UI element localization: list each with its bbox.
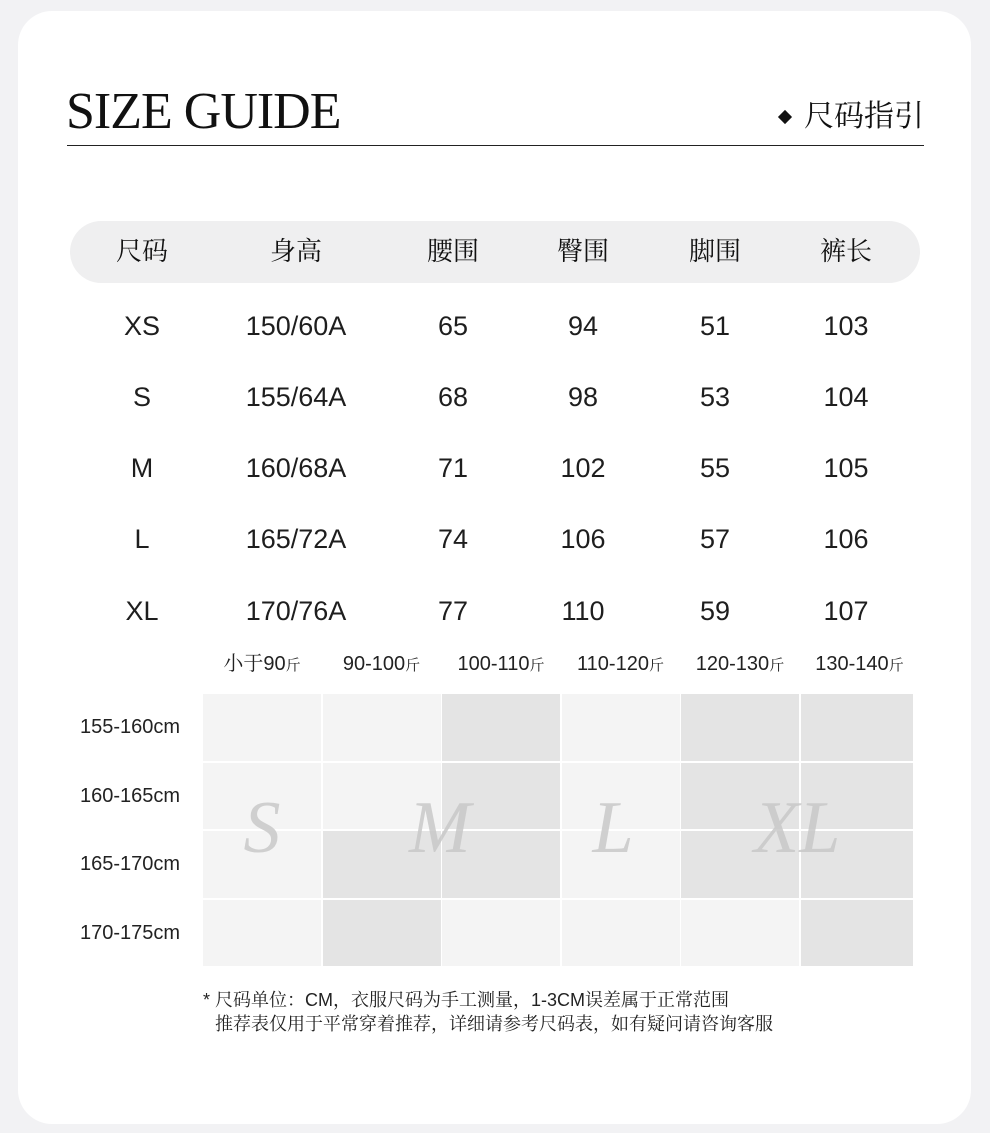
size-letter-s: S [243, 787, 281, 869]
grid-cell [801, 900, 914, 967]
grid-cell [442, 900, 560, 967]
table-header-cell: 身高 [269, 237, 322, 267]
height-label: 155-160cm [79, 716, 181, 739]
grid-cell [323, 900, 441, 967]
table-cell: 160/68A [245, 453, 347, 483]
size-letter-xl: XL [754, 787, 841, 869]
size-table-header [70, 221, 920, 283]
table-cell: 105 [823, 453, 869, 483]
table-cell: 74 [437, 524, 469, 554]
table-cell: 51 [699, 311, 731, 341]
weight-label-unit: 斤 [285, 657, 301, 674]
title-divider [67, 145, 924, 146]
height-label: 170-175cm [79, 921, 181, 944]
table-row [0, 519, 990, 559]
table-header-cell: 臀围 [556, 237, 609, 267]
weight-label-value: 90-100 [342, 653, 406, 675]
table-row [0, 306, 990, 346]
weight-label [562, 650, 680, 680]
size-letter-m: M [409, 787, 471, 869]
table-header-cell: 腰围 [426, 237, 479, 267]
table-cell: 155/64A [245, 382, 347, 412]
table-cell: 106 [823, 524, 869, 554]
weight-label-unit: 斤 [405, 657, 421, 674]
weight-label-value: 110-120 [577, 653, 649, 675]
note-line-1: * 尺码单位：CM，衣服尺码为手工测量，1-3CM误差属于正常范围 [203, 990, 730, 1010]
table-cell: XS [123, 311, 161, 341]
table-cell: S [132, 382, 151, 412]
table-cell: 65 [437, 311, 469, 341]
weight-label-value: 100-110 [457, 653, 530, 675]
table-cell: 57 [699, 524, 731, 554]
table-cell: 103 [823, 311, 869, 341]
table-cell: 53 [699, 382, 731, 412]
grid-cell [442, 694, 560, 761]
table-cell: 71 [437, 453, 469, 483]
height-label: 165-170cm [79, 853, 181, 876]
table-cell: 110 [561, 596, 605, 626]
table-cell: M [130, 453, 154, 483]
table-cell: L [134, 524, 150, 554]
page-subtitle-text: 尺码指引 [804, 99, 924, 134]
grid-cell [203, 900, 321, 967]
table-cell: 107 [823, 596, 869, 626]
table-cell: 94 [567, 311, 599, 341]
table-cell: 104 [823, 382, 869, 412]
weight-label-unit: 斤 [648, 657, 664, 674]
diamond-icon [778, 110, 792, 124]
weight-label [801, 650, 919, 680]
weight-label-unit: 斤 [769, 657, 785, 674]
table-cell: 106 [560, 524, 606, 554]
weight-label [442, 650, 560, 680]
weight-label-unit: 斤 [529, 657, 545, 674]
grid-cell [562, 900, 680, 967]
grid-cell [562, 694, 680, 761]
weight-label-unit: 斤 [888, 657, 904, 674]
table-row [0, 591, 990, 631]
grid-cell [323, 694, 441, 761]
size-letter-l: L [592, 787, 634, 869]
weight-label-value: 小于90 [223, 653, 286, 675]
table-cell: 150/60A [245, 311, 347, 341]
table-row [0, 377, 990, 417]
grid-cell [681, 694, 799, 761]
table-header-cell: 尺码 [115, 237, 168, 267]
grid-cell [681, 900, 799, 967]
table-row [0, 448, 990, 488]
table-cell: 68 [437, 382, 469, 412]
weight-label [681, 650, 799, 680]
table-cell: XL [125, 596, 159, 626]
table-cell: 55 [699, 453, 731, 483]
height-label: 160-165cm [79, 784, 181, 807]
page-subtitle [780, 98, 924, 136]
table-cell: 170/76A [245, 596, 347, 626]
table-cell: 102 [560, 453, 606, 483]
weight-label [203, 650, 321, 680]
table-cell: 77 [437, 596, 469, 626]
grid-cell [203, 694, 321, 761]
weight-label-value: 130-140 [815, 653, 889, 675]
note-line-2: 推荐表仅用于平常穿着推荐，详细请参考尺码表，如有疑问请咨询客服 [215, 1014, 773, 1034]
table-header-cell: 脚围 [688, 237, 741, 267]
table-cell: 165/72A [245, 524, 347, 554]
table-cell: 59 [699, 596, 731, 626]
weight-label [323, 650, 441, 680]
grid-cell [801, 694, 914, 761]
table-cell: 98 [567, 382, 599, 412]
weight-label-value: 120-130 [695, 653, 770, 675]
table-header-cell: 裤长 [819, 237, 872, 267]
page-title: SIZE GUIDE [66, 83, 341, 140]
